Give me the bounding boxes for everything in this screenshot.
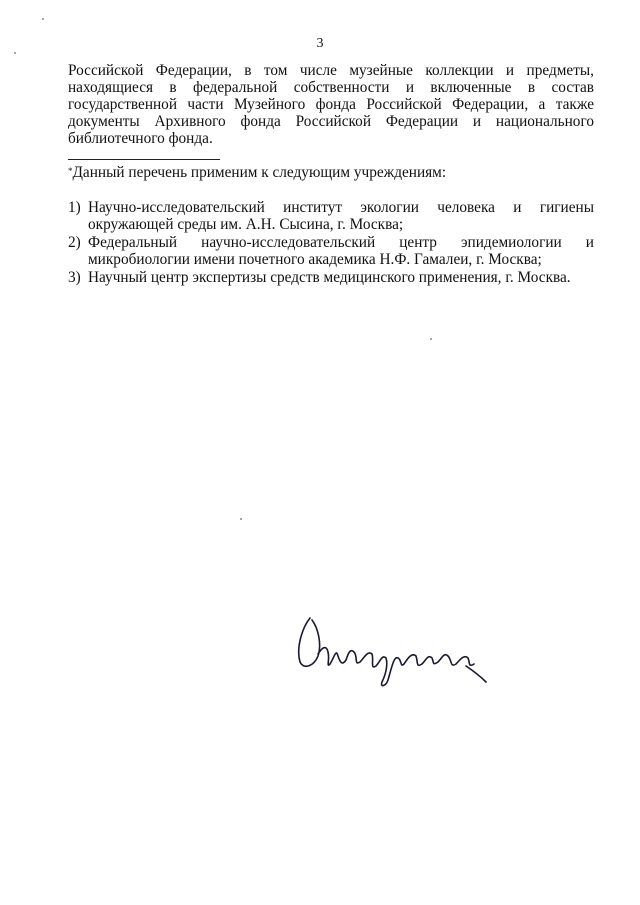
list-item (68, 234, 594, 268)
page-number: 3 (316, 36, 324, 51)
scan-speck (430, 338, 432, 340)
scan-speck (14, 52, 16, 54)
footnote-intro-text: Данный перечень применим к следующим учреждениям: (72, 164, 447, 181)
footnote-separator (68, 159, 220, 160)
scan-speck (42, 18, 44, 20)
scan-speck (240, 518, 242, 520)
list-item-text: Федеральный научно-исследовательский центр эпидемиологии и микробиологии имени почетного академика Н.Ф. Гамалеи, г. Москва; (88, 234, 594, 268)
list-item (68, 199, 594, 233)
list-item-number: 2) (68, 234, 81, 251)
institution-list (68, 199, 594, 287)
list-item-number: 1) (68, 199, 81, 216)
footnote-marker: * (68, 166, 73, 176)
list-item-text: Научно-исследовательский институт экологии человека и гигиены окружающей среды им. А.Н. Сысина, г. Москва; (88, 199, 594, 233)
list-item (68, 269, 594, 286)
footnote-intro (68, 164, 594, 181)
list-item-text: Научный центр экспертизы средств медицинского применения, г. Москва. (88, 269, 571, 286)
handwritten-signature (288, 604, 498, 700)
body-paragraph: Российской Федерации, в том числе музейные коллекции и предметы, находящиеся в федеральной собственности и включенные в состав государственной части Музейного фонда Российской Федерации, а также документы Архивного фонда Российской Федерации и национального библиотечного фонда. (68, 62, 594, 147)
list-item-number: 3) (68, 269, 81, 286)
